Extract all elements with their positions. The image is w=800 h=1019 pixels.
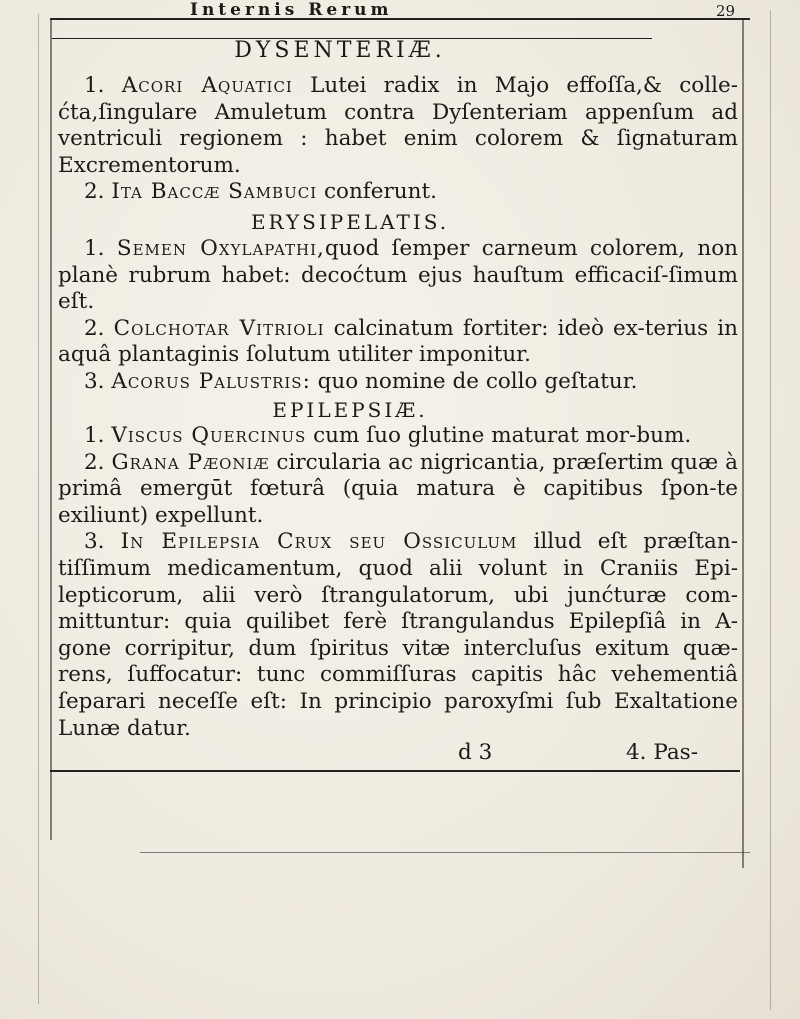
paragraph xyxy=(58,529,738,742)
paragraph-number: 1. xyxy=(84,73,105,98)
paragraph-number: 2. xyxy=(84,449,105,475)
paragraph-lead: In Epilepſia Crux ſeu Ossiculum xyxy=(120,529,518,555)
paragraph-text: quod ſemper carneum colorem, non planè rubrum habet: decoćtum ejus hauſtum efficaciſ-ſimum eſt. xyxy=(58,236,738,315)
paragraph-text: cum ſuo glutine maturat mor-bum. xyxy=(306,423,692,448)
paragraph-number: 1. xyxy=(84,423,105,448)
section-body-dysenteriae xyxy=(58,73,738,206)
section-body-erysipelatis xyxy=(58,236,738,396)
paragraph xyxy=(58,179,738,206)
paragraph-lead: Grana Pæoniæ xyxy=(111,449,270,475)
paragraph-text: circularia ac nigricantia, præſertim quæ à primâ emergūt fœturâ (quia matura è capitibus ſpon-te exiliunt) expellunt. xyxy=(58,449,738,528)
paragraph-text: illud eſt præſtan-tiſſimum medicamentum, quod alii volunt in Craniis Epi-lepticorum, alii verò ſtrangulatorum, ubi junćturæ com-mittuntur: quia quilibet ferè ſtrangulandus Epilepſiâ in A-gone corripitur, dum ſpiritus vitæ intercluſus exitum quæ-rens, ſuffocatur: tunc commiſſuras capitis hâc vehementiâ ſeparari neceſſe eſt: In principio paroxyſmi ſub Exaltatione Lunæ datur. xyxy=(58,529,738,741)
frame-rule-left xyxy=(50,20,52,840)
paragraph-text: Lutei radix in Majo effoſſa,& colle-ćta,ſingulare Amuletum contra Dyſenteriam appenſum ad ventriculi regionem : habet enim colorem & ſignaturam Excrementorum. xyxy=(58,73,738,178)
paragraph xyxy=(58,369,738,396)
paragraph-number: 2. xyxy=(84,179,105,205)
signature-mark: d 3 xyxy=(458,740,493,765)
paragraph-number: 2. xyxy=(84,315,105,341)
paragraph-text: calcinatum fortiter: ideò ex-terius in aquâ plantaginis ſolutum utiliter imponitur. xyxy=(58,315,739,368)
section-body-epilepsiae xyxy=(58,423,738,742)
paragraph-lead: Ita Baccæ Sambuci xyxy=(111,179,318,205)
paragraph xyxy=(58,236,738,316)
paragraph-lead: Acori Aquatici xyxy=(121,73,293,98)
frame-rule-bottom xyxy=(50,770,740,772)
paragraph-lead: Viscus Quercinus xyxy=(111,423,307,448)
section-heading-erysipelatis: ERYSIPELATIS. xyxy=(250,210,450,234)
page-edge-bottom xyxy=(140,852,750,853)
paragraph-number: 3. xyxy=(84,368,105,394)
paragraph-lead: Acorus Palustris: xyxy=(111,368,311,394)
paragraph-text: conferunt. xyxy=(317,179,437,205)
paragraph xyxy=(58,73,738,179)
page-edge-left xyxy=(38,14,39,1004)
section-heading-epilepsiae: EPILEPSIÆ. xyxy=(272,398,428,422)
page-number: 29 xyxy=(716,2,736,20)
catchword: 4. Pas- xyxy=(626,740,698,765)
paragraph-number: 1. xyxy=(84,236,105,261)
paragraph-lead: Semen Oxylapathi, xyxy=(116,236,325,261)
paragraph-text: quo nomine de collo geſtatur. xyxy=(310,368,638,394)
paragraph-number: 3. xyxy=(84,529,105,555)
frame-rule-right xyxy=(742,18,744,868)
paragraph xyxy=(58,450,738,530)
section-heading-dysenteriae: DYSENTERIÆ. xyxy=(234,38,446,63)
running-title: Internis Rerum xyxy=(190,0,393,20)
paragraph xyxy=(58,316,738,369)
paragraph xyxy=(58,423,738,450)
page-edge-right xyxy=(770,10,771,1010)
paragraph-lead: Colchotar Vitrioli xyxy=(113,315,325,341)
